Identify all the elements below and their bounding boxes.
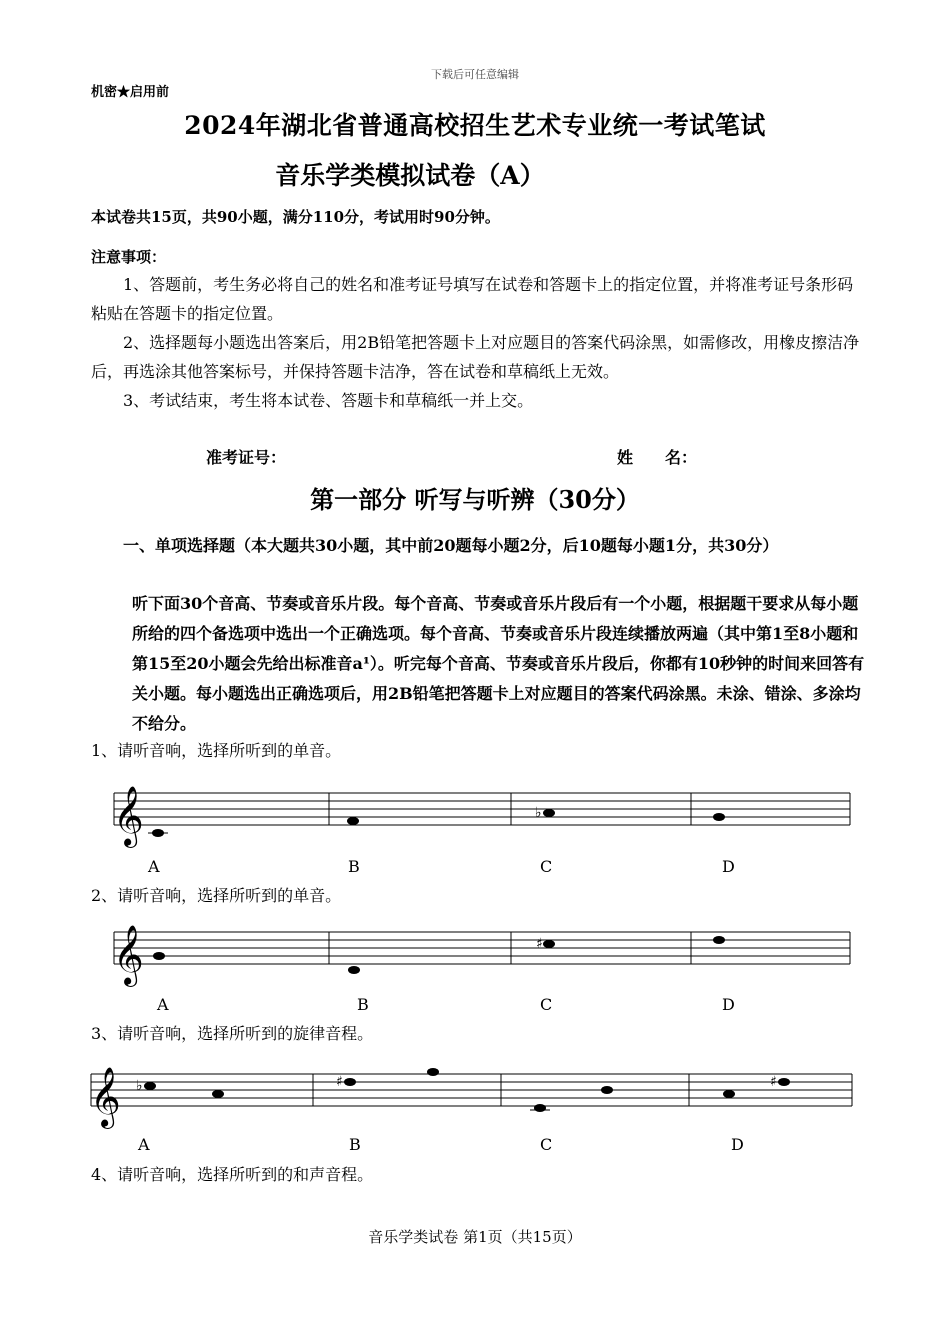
treble-clef-icon: 𝄞	[90, 1067, 121, 1127]
option-q2-d[interactable]: D	[722, 995, 735, 1014]
page-footer: 音乐学类试卷 第1页（共15页）	[368, 1228, 582, 1246]
notice-item-2-text: 2、选择题每小题选出答案后，用2B铅笔把答题卡上对应题目的答案代码涂黑，如需修改，用橡皮擦洁净后，再选涂其他答案标号，并保持答题卡洁净，答在试卷和草稿纸上无效。	[91, 333, 860, 381]
note-q1-d	[713, 813, 725, 821]
option-q3-a[interactable]: A	[138, 1135, 150, 1154]
notice-item-1-text: 1、答题前，考生务必将自己的姓名和准考证号填写在试卷和答题卡上的指定位置，并将准考证号条形码粘贴在答题卡的指定位置。	[91, 275, 854, 323]
exam-title: 2024年湖北省普通高校招生艺术专业统一考试笔试	[184, 111, 766, 140]
section-title-text: 一、单项选择题（本大题共30小题，其中前20题每小题2分，后10题每小题1分，共30分）	[123, 536, 779, 555]
option-q2-a[interactable]: A	[157, 995, 169, 1014]
note-q2-c	[543, 940, 555, 948]
note-q3-c1	[534, 1104, 546, 1112]
note-q2-a	[153, 952, 165, 960]
treble-clef-icon: 𝄞	[113, 786, 144, 846]
note-q3-d1	[723, 1090, 735, 1098]
option-q1-a[interactable]: A	[148, 857, 160, 876]
sharp-icon: ♯	[536, 936, 543, 952]
note-q3-b2	[427, 1068, 439, 1076]
staff-q3	[91, 1074, 852, 1110]
staff-q2	[114, 932, 850, 964]
exam-summary: 本试卷共15页，共90小题，满分110分，考试用时90分钟。	[91, 208, 500, 226]
note-q2-d	[713, 936, 725, 944]
note-q1-a	[152, 829, 164, 837]
name-label: 姓 名：	[617, 448, 698, 467]
note-q1-c	[543, 809, 555, 817]
option-q2-b[interactable]: B	[357, 995, 369, 1014]
exam-subtitle: 音乐学类模拟试卷（A）	[275, 161, 545, 190]
note-q3-c2	[601, 1086, 613, 1094]
note-q3-a1	[144, 1082, 156, 1090]
option-q3-d[interactable]: D	[731, 1135, 744, 1154]
sharp-icon: ♯	[336, 1074, 343, 1090]
note-q2-b	[348, 966, 360, 974]
download-note: 下载后可任意编辑	[431, 68, 519, 81]
note-q3-d2	[778, 1078, 790, 1086]
option-q1-b[interactable]: B	[348, 857, 360, 876]
option-q1-c[interactable]: C	[540, 857, 553, 876]
question-2: 2、请听音响，选择所听到的单音。	[91, 886, 342, 905]
question-3: 3、请听音响，选择所听到的旋律音程。	[91, 1024, 374, 1043]
question-4: 4、请听音响，选择所听到的和声音程。	[91, 1165, 374, 1184]
note-q3-b1	[344, 1078, 356, 1086]
option-q1-d[interactable]: D	[722, 857, 735, 876]
question-1: 1、请听音响，选择所听到的单音。	[91, 741, 342, 760]
section-instructions: 听下面30个音高、节奏或音乐片段。每个音高、节奏或音乐片段后有一个小题，根据题干要求从每小题所给的四个备选项中选出一个正确选项。每个音高、节奏或音乐片段连续播放两遍（其中第1至8小题和第15至20小题会先给出标准音a¹）。听完每个音高、节奏或音乐片段后，你都有10秒钟的时间来回答有关小题。每小题选出正确选项后，用2B铅笔把答题卡上对应题目的答案代码涂黑。未涂、错涂、多涂均不给分。	[132, 594, 865, 733]
notice-item-3-text: 3、考试结束，考生将本试卷、答题卡和草稿纸一并上交。	[123, 391, 534, 410]
flat-icon: ♭	[136, 1078, 143, 1094]
option-q3-b[interactable]: B	[349, 1135, 361, 1154]
option-q2-c[interactable]: C	[540, 995, 553, 1014]
note-q3-a2	[212, 1090, 224, 1098]
staff-q1	[114, 793, 850, 833]
notice-heading: 注意事项：	[91, 248, 167, 266]
part-title: 第一部分 听写与听辨（30分）	[310, 485, 640, 514]
exam-id-label: 准考证号：	[206, 448, 287, 467]
note-q1-b	[347, 817, 359, 825]
treble-clef-icon: 𝄞	[113, 925, 144, 985]
flat-icon: ♭	[535, 805, 542, 821]
confidential-label: 机密★启用前	[91, 85, 170, 100]
sharp-icon: ♯	[770, 1074, 777, 1090]
option-q3-c[interactable]: C	[540, 1135, 553, 1154]
